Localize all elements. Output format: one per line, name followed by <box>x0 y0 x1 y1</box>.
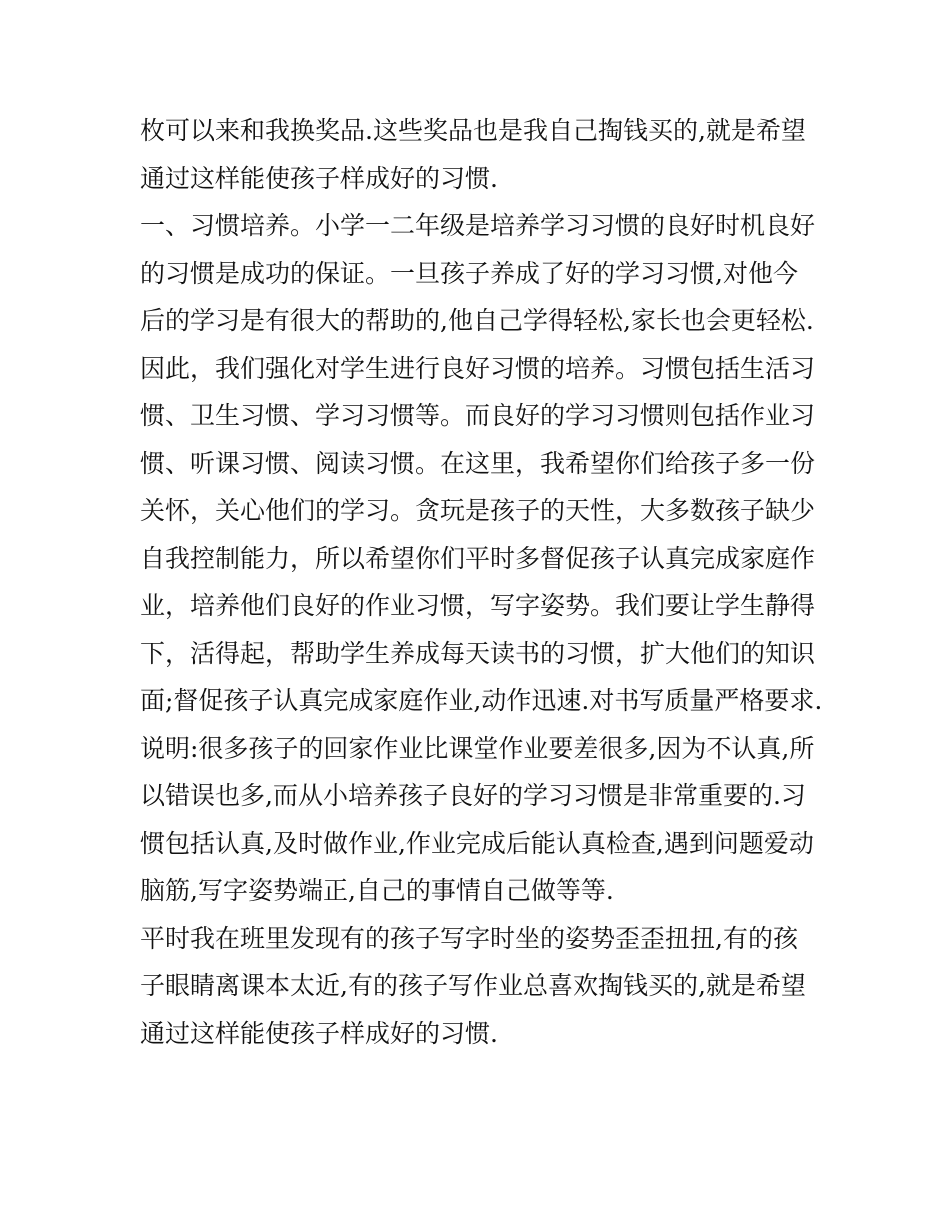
text-line: 枚可以来和我换奖品.这些奖品也是我自己掏钱买的,就是希望 <box>140 116 806 145</box>
text-line: 以错误也多,而从小培养孩子良好的学习习惯是非常重要的.习 <box>140 781 806 810</box>
text-line: 后的学习是有很大的帮助的,他自己学得轻松,家长也会更轻松. <box>140 306 814 335</box>
text-line: 业，培养他们良好的作业习惯，写字姿势。我们要让学生静得 <box>140 591 816 620</box>
text-line: 因此，我们强化对学生进行良好习惯的培养。习惯包括生活习 <box>140 353 816 383</box>
text-line: 惯、卫生习惯、学习习惯等。而良好的学习习惯则包括作业习 <box>140 401 816 430</box>
text-line: 自我控制能力，所以希望你们平时多督促孩子认真完成家庭作 <box>140 543 816 573</box>
text-line: 下，活得起，帮助学生养成每天读书的习惯，扩大他们的知识 <box>140 638 816 668</box>
text-line: 惯包括认真,及时做作业,作业完成后能认真检查,遇到问题爱动 <box>140 828 814 858</box>
text-line: 惯、听课习惯、阅读习惯。在这里，我希望你们给孩子多一份 <box>140 448 816 478</box>
text-line: 说明:很多孩子的回家作业比课堂作业要差很多,因为不认真,所 <box>140 733 815 763</box>
text-line: 通过这样能使孩子样成好的习惯. <box>140 1018 498 1048</box>
text-line: 脑筋,写字姿势端正,自己的事情自己做等等. <box>140 876 614 905</box>
text-line: 面;督促孩子认真完成家庭作业,动作迅速.对书写质量严格要求. <box>140 686 823 715</box>
text-line: 通过这样能使孩子样成好的习惯. <box>140 163 498 193</box>
body-text <box>140 107 823 1057</box>
text-line: 平时我在班里发现有的孩子写字时坐的姿势歪歪扭扭,有的孩 <box>140 923 798 953</box>
text-line: 关怀，关心他们的学习。贪玩是孩子的天性，大多数孩子缺少 <box>140 496 816 525</box>
text-line: 一、习惯培养。小学一二年级是培养学习习惯的良好时机良好 <box>140 211 816 240</box>
text-line: 的习惯是成功的保证。一旦孩子养成了好的学习习惯,对他今 <box>140 258 798 288</box>
text-line: 子眼睛离课本太近,有的孩子写作业总喜欢掏钱买的,就是希望 <box>140 971 806 1000</box>
